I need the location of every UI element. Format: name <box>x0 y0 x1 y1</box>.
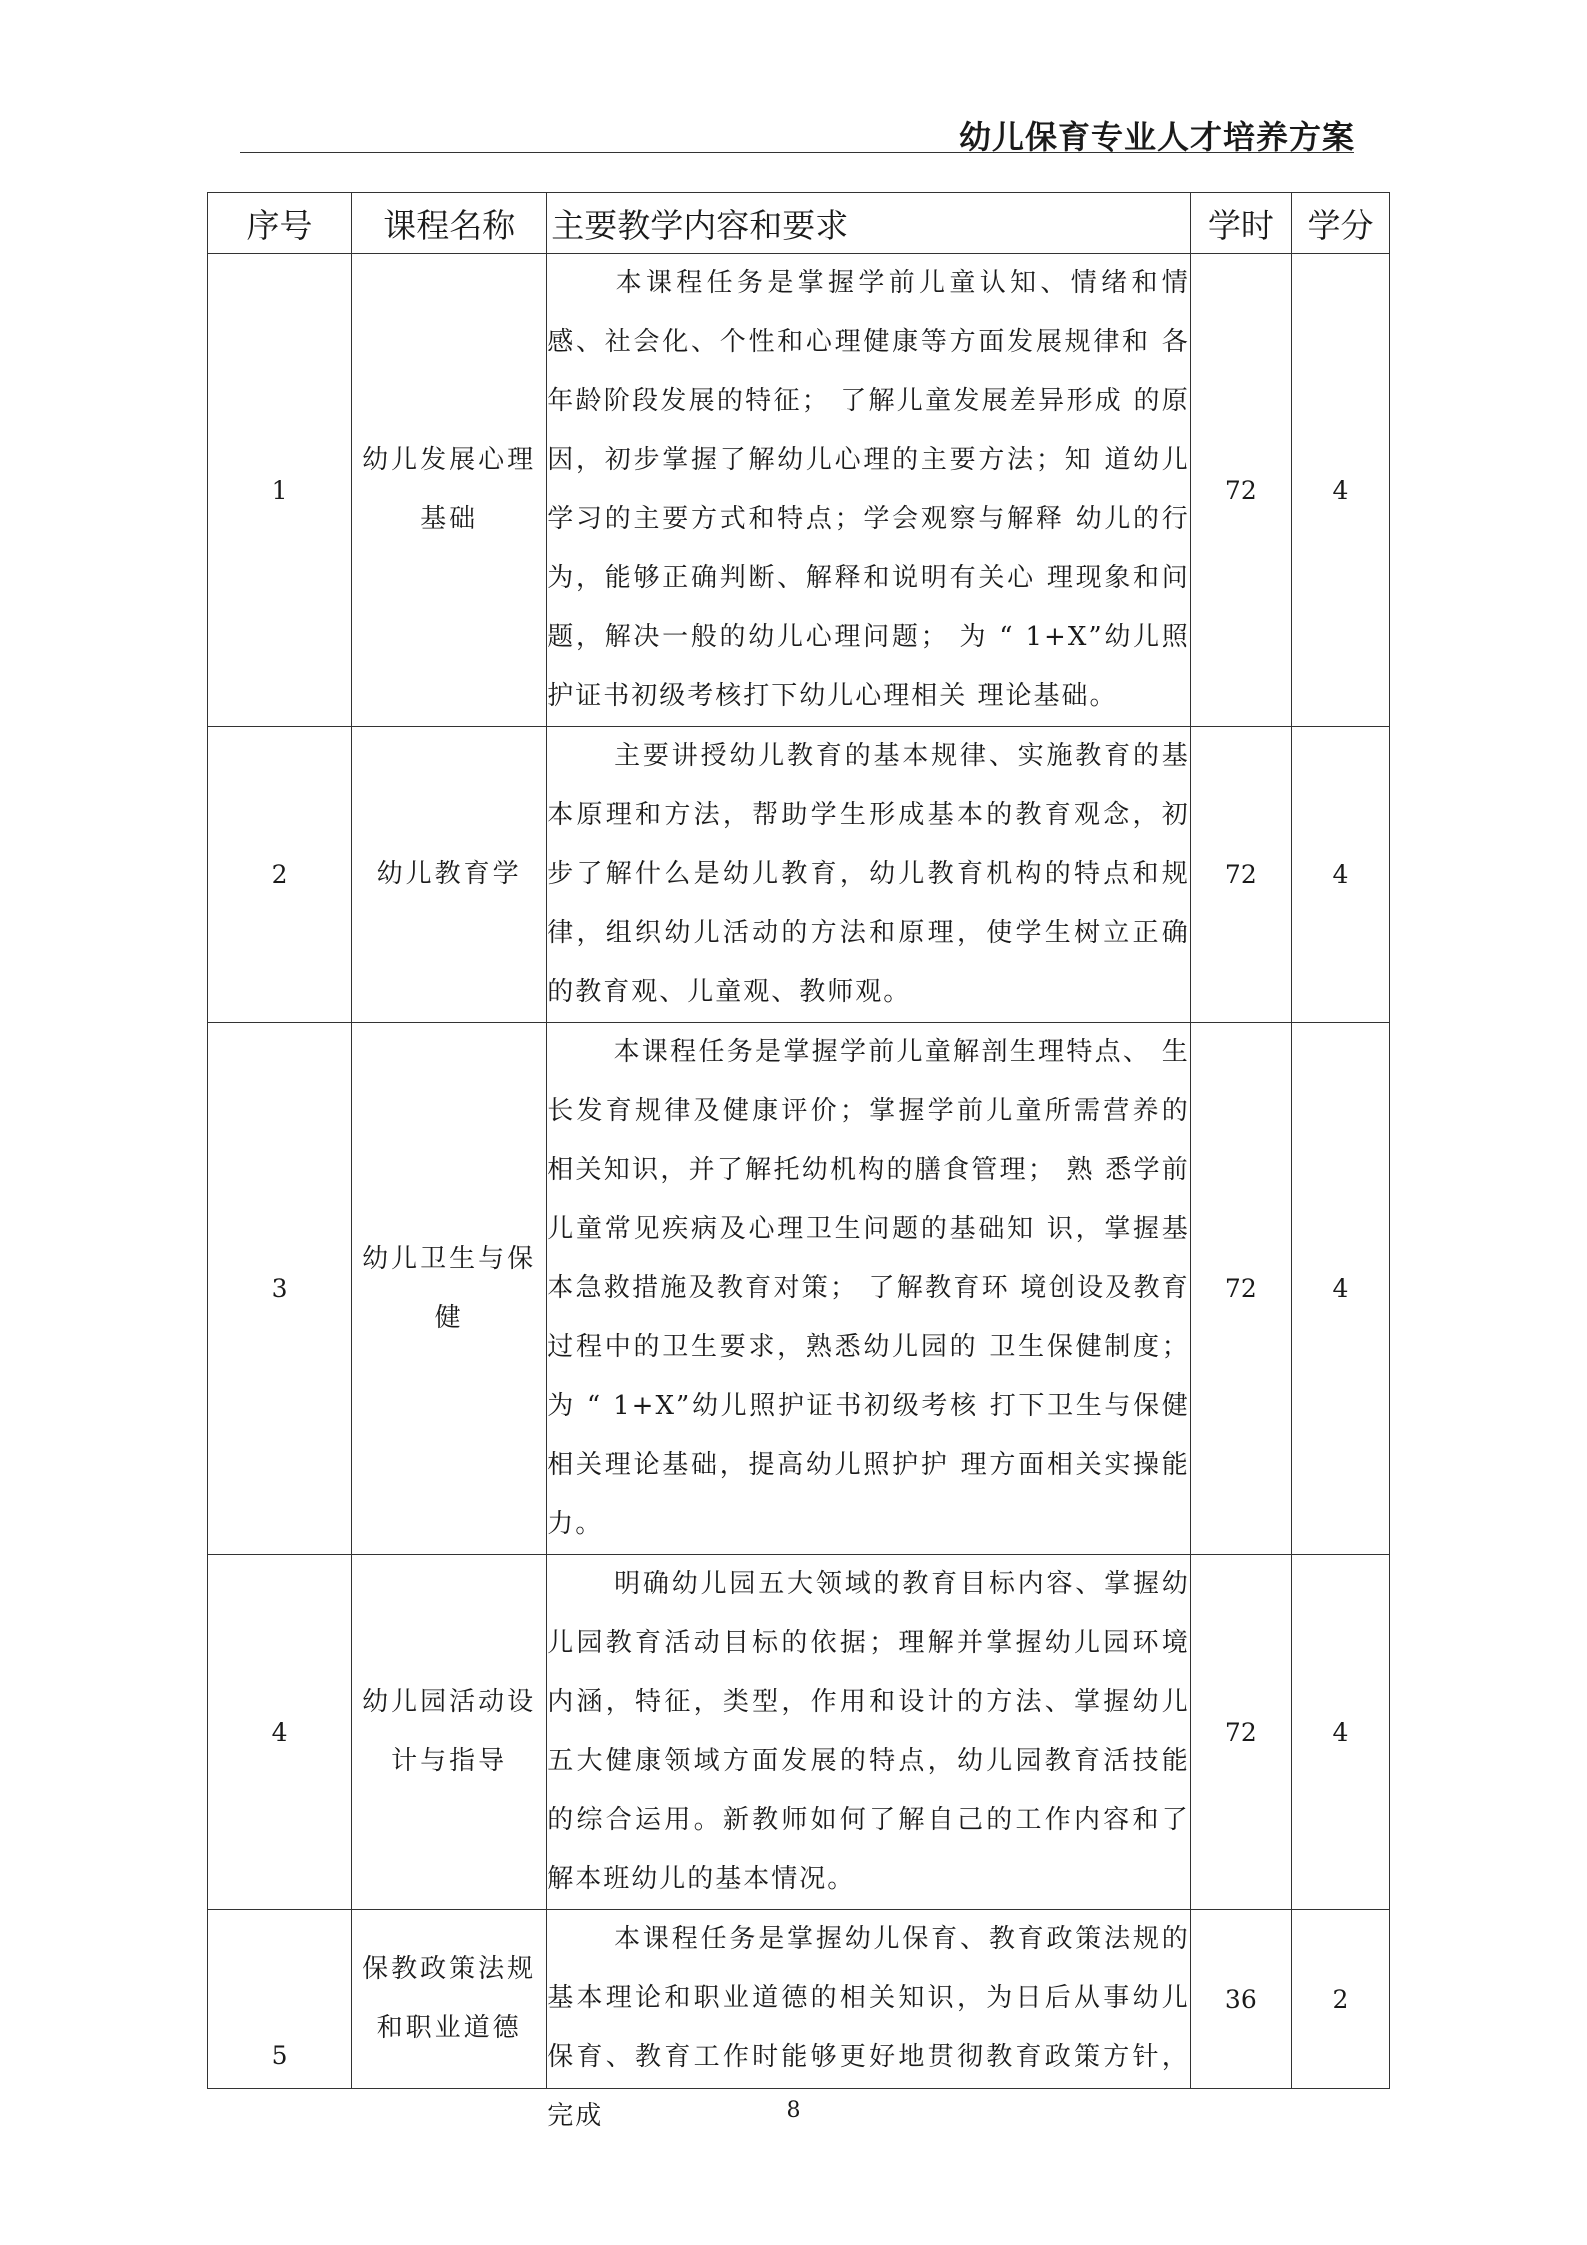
course-name: 保教政策法规和职业道德 <box>352 1910 547 2089</box>
course-hours: 72 <box>1190 727 1291 1023</box>
column-header-hours: 学时 <box>1190 193 1291 254</box>
course-content: 本课程任务是掌握学前儿童解剖生理特点、 生长发育规律及健康评价；掌握学前儿童所需营养的相关知识，并了解托幼机构的膳食管理； 熟 悉学前儿童常见疾病及心理卫生问题的基础知 识，掌握基本急救措施及教育对策； 了解教育环 境创设及教育过程中的卫生要求，熟悉幼儿园的 卫生保健制度；为 “ 1+X”幼儿照护证书初级考核 打下卫生与保健相关理论基础，提高幼儿照护护 理方面相关实操能力。 <box>547 1037 1190 1539</box>
course-name: 幼儿园活动设计与指导 <box>352 1555 547 1910</box>
course-content: 本课程任务是掌握幼儿保育、教育政策法规的基本理论和职业道德的相关知识，为日后从事幼儿保育、教育工作时能够更好地贯彻教育政策方针，完成 <box>547 1924 1190 2131</box>
course-name: 幼儿发展心理基础 <box>352 254 547 727</box>
course-content: 本课程任务是掌握学前儿童认知、情绪和情感、社会化、个性和心理健康等方面发展规律和 各年龄阶段发展的特征； 了解儿童发展差异形成 的原因，初步掌握了解幼儿心理的主要方法；知 道幼儿学习的主要方式和特点；学会观察与解释 幼儿的行为，能够正确判断、解释和说明有关心 理现象和问题，解决一般的幼儿心理问题； 为 “ 1+X”幼儿照护证书初级考核打下幼儿心理相关 理论基础。 <box>547 268 1190 711</box>
course-hours: 36 <box>1190 1910 1291 2089</box>
table-row <box>208 254 1390 727</box>
column-header-no: 序号 <box>208 193 352 254</box>
table-row <box>208 727 1390 1023</box>
page-number: 8 <box>786 2098 801 2123</box>
course-table <box>207 192 1390 2131</box>
course-credits: 4 <box>1291 254 1389 727</box>
row-number: 1 <box>208 254 352 727</box>
header-divider <box>240 152 1354 153</box>
course-content-cell <box>547 1910 1191 2131</box>
table-row <box>208 1555 1390 1910</box>
course-credits: 2 <box>1291 1910 1389 2089</box>
course-name: 幼儿教育学 <box>352 727 547 1023</box>
row-number: 4 <box>208 1555 352 1910</box>
course-name: 幼儿卫生与保健 <box>352 1023 547 1555</box>
table-row <box>208 1023 1390 1555</box>
column-header-course-name: 课程名称 <box>352 193 547 254</box>
course-hours: 72 <box>1190 254 1291 727</box>
column-header-credits: 学分 <box>1291 193 1389 254</box>
course-credits: 4 <box>1291 727 1389 1023</box>
course-credits: 4 <box>1291 1023 1389 1555</box>
row-number: 2 <box>208 727 352 1023</box>
course-content-cell <box>547 254 1191 727</box>
course-content-cell <box>547 727 1191 1023</box>
row-number: 3 <box>208 1023 352 1555</box>
course-credits: 4 <box>1291 1555 1389 1910</box>
course-content-cell <box>547 1555 1191 1910</box>
course-content: 明确幼儿园五大领域的教育目标内容、掌握幼儿园教育活动目标的依据；理解并掌握幼儿园环境内涵，特征，类型，作用和设计的方法、掌握幼儿五大健康领域方面发展的特点，幼儿园教育活技能的综合运用。新教师如何了解自己的工作内容和了解本班幼儿的基本情况。 <box>547 1569 1190 1894</box>
course-content-cell <box>547 1023 1191 1555</box>
document-header-title: 幼儿保育专业人才培养方案 <box>958 118 1355 156</box>
course-content: 主要讲授幼儿教育的基本规律、实施教育的基本原理和方法，帮助学生形成基本的教育观念，初步了解什么是幼儿教育，幼儿教育机构的特点和规律，组织幼儿活动的方法和原理，使学生树立正确的教育观、儿童观、教师观。 <box>547 741 1190 1007</box>
course-hours: 72 <box>1190 1555 1291 1910</box>
table-row <box>208 1910 1390 2089</box>
course-hours: 72 <box>1190 1023 1291 1555</box>
column-header-content: 主要教学内容和要求 <box>547 193 1191 254</box>
row-number: 5 <box>208 1910 352 2089</box>
table-header-row <box>208 193 1390 254</box>
